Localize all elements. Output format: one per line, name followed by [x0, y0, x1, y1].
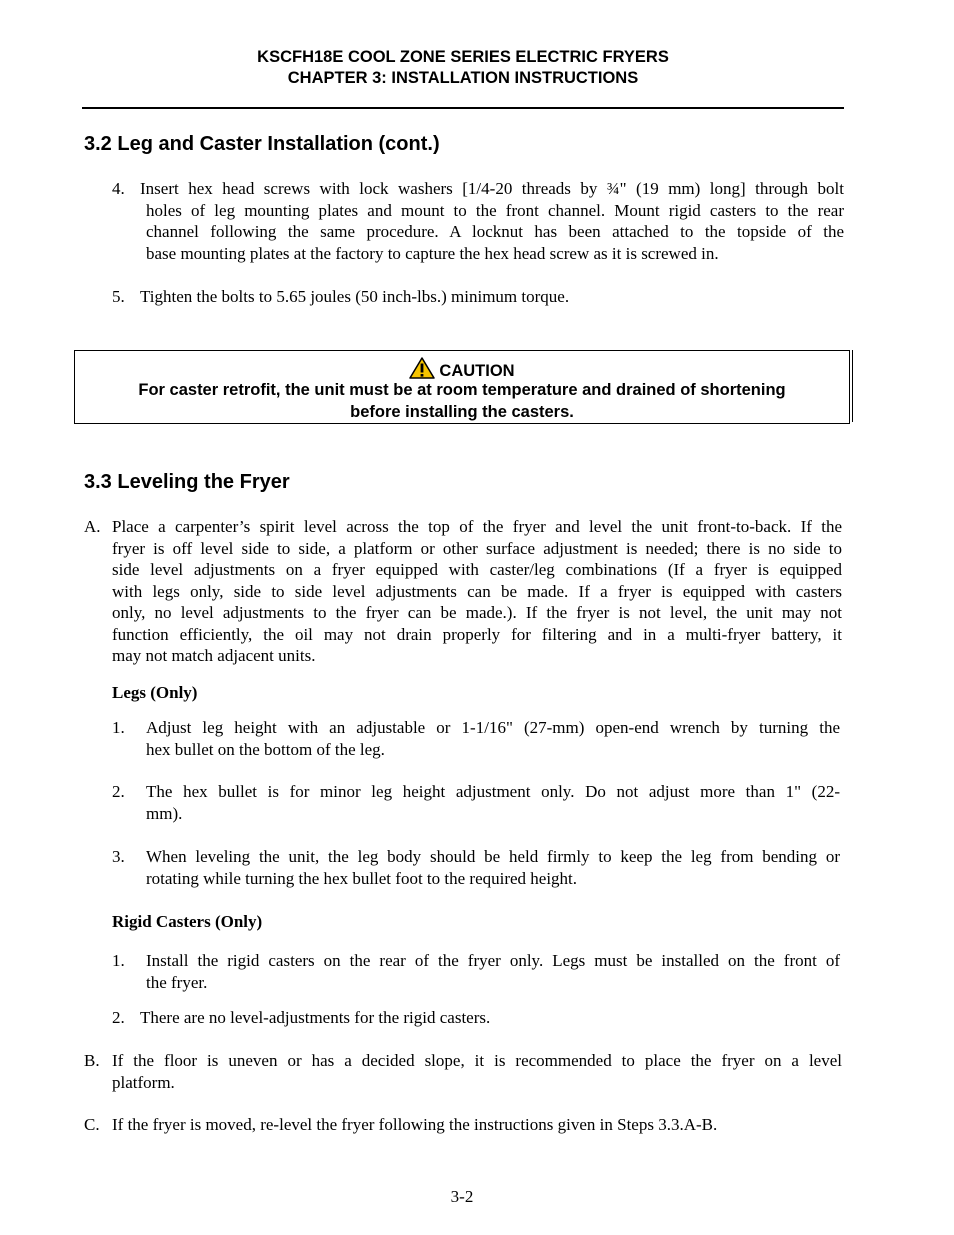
step-4-marker: 4.	[112, 179, 125, 198]
item-a-line: only, no level adjustments to the fryer can be made.). If the fryer is not level, the unit may not	[112, 603, 842, 622]
casters-1-text	[146, 950, 840, 993]
item-a-line: Place a carpenter’s spirit level across the top of the fryer and level the unit front-to-back. If the	[112, 517, 842, 536]
caution-line-2: before installing the casters.	[350, 403, 574, 421]
legs-1-line: Adjust leg height with an adjustable or 1-1/16" (27-mm) open-end wrench by turning the	[146, 718, 840, 737]
item-a-line: may not match adjacent units.	[112, 646, 316, 665]
casters-1-marker: 1.	[112, 951, 125, 970]
section-3-2-title: 3.2 Leg and Caster Installation (cont.)	[84, 133, 440, 155]
item-c-text: If the fryer is moved, re-level the fryer following the instructions given in Steps 3.3.A-B.	[112, 1115, 718, 1134]
casters-2-marker: 2.	[112, 1008, 125, 1027]
legs-3-line: rotating while turning the hex bullet foot to the required height.	[146, 868, 578, 888]
step-4-line: channel following the same procedure. A locknut has been attached to the topside of the	[146, 222, 844, 241]
step-4-line: holes of leg mounting plates and mount to the front channel. Mount rigid casters to the rear	[146, 200, 844, 220]
legs-1-text	[146, 717, 840, 760]
casters-2-text: There are no level-adjustments for the rigid casters.	[140, 1008, 491, 1027]
item-b-line: platform.	[112, 1072, 175, 1092]
legs-2-line: The hex bullet is for minor leg height adjustment only. Do not adjust more than 1" (22-	[146, 782, 840, 801]
legs-3-line: When leveling the unit, the leg body should be held firmly to keep the leg from bending or	[146, 847, 840, 866]
caution-heading: CAUTION	[439, 362, 515, 380]
step-5-text: Tighten the bolts to 5.65 joules (50 inch-lbs.) minimum torque.	[140, 287, 570, 306]
item-a-line: with legs only, side to side level adjustments can be made. If a fryer is equipped with casters	[112, 581, 842, 601]
step-4-line: Insert hex head screws with lock washers [1/4-20 threads by ¾" (19 mm) long] through bolt	[140, 179, 844, 198]
caution-line-1: For caster retrofit, the unit must be at room temperature and drained of shortening	[138, 381, 786, 399]
casters-1-line: the fryer.	[146, 972, 208, 992]
item-a-marker: A.	[84, 517, 101, 536]
item-b-line: If the floor is uneven or has a decided slope, it is recommended to place the fryer on a level	[112, 1051, 842, 1070]
header-title: KSCFH18E COOL ZONE SERIES ELECTRIC FRYERS	[257, 48, 669, 66]
casters-heading: Rigid Casters (Only)	[112, 912, 263, 931]
item-b-text	[112, 1050, 842, 1093]
legs-2-text	[146, 781, 840, 824]
legs-3-text	[146, 846, 840, 889]
legs-heading: Legs (Only)	[112, 683, 198, 702]
step-5-marker: 5.	[112, 287, 125, 306]
legs-3-marker: 3.	[112, 847, 125, 866]
section-3-3-title: 3.3 Leveling the Fryer	[84, 471, 290, 493]
step-4-text	[140, 178, 844, 264]
item-a-line: function efficiently, the oil may not drain properly for filtering and in a multi-fryer battery, it	[112, 624, 842, 644]
legs-2-marker: 2.	[112, 782, 125, 801]
legs-1-marker: 1.	[112, 718, 125, 737]
legs-2-line: mm).	[146, 803, 183, 823]
item-a-text	[112, 516, 842, 667]
item-a-line: side level adjustments on a fryer equipped with caster/leg combinations (If a fryer is equipped	[112, 560, 842, 579]
item-c-marker: C.	[84, 1115, 100, 1134]
header-rule	[82, 107, 844, 109]
casters-1-line: Install the rigid casters on the rear of the fryer only. Legs must be installed on the front of	[146, 951, 840, 970]
step-4-line: base mounting plates at the factory to capture the hex head screw as it is screwed in.	[146, 243, 719, 263]
header-chapter: CHAPTER 3: INSTALLATION INSTRUCTIONS	[287, 69, 639, 87]
caution-box	[74, 350, 850, 424]
item-a-line: fryer is off level side to side, a platform or other surface adjustment is needed; there is no side to	[112, 538, 842, 558]
page-number: 3-2	[450, 1187, 474, 1206]
legs-1-line: hex bullet on the bottom of the leg.	[146, 739, 385, 759]
item-b-marker: B.	[84, 1051, 100, 1070]
